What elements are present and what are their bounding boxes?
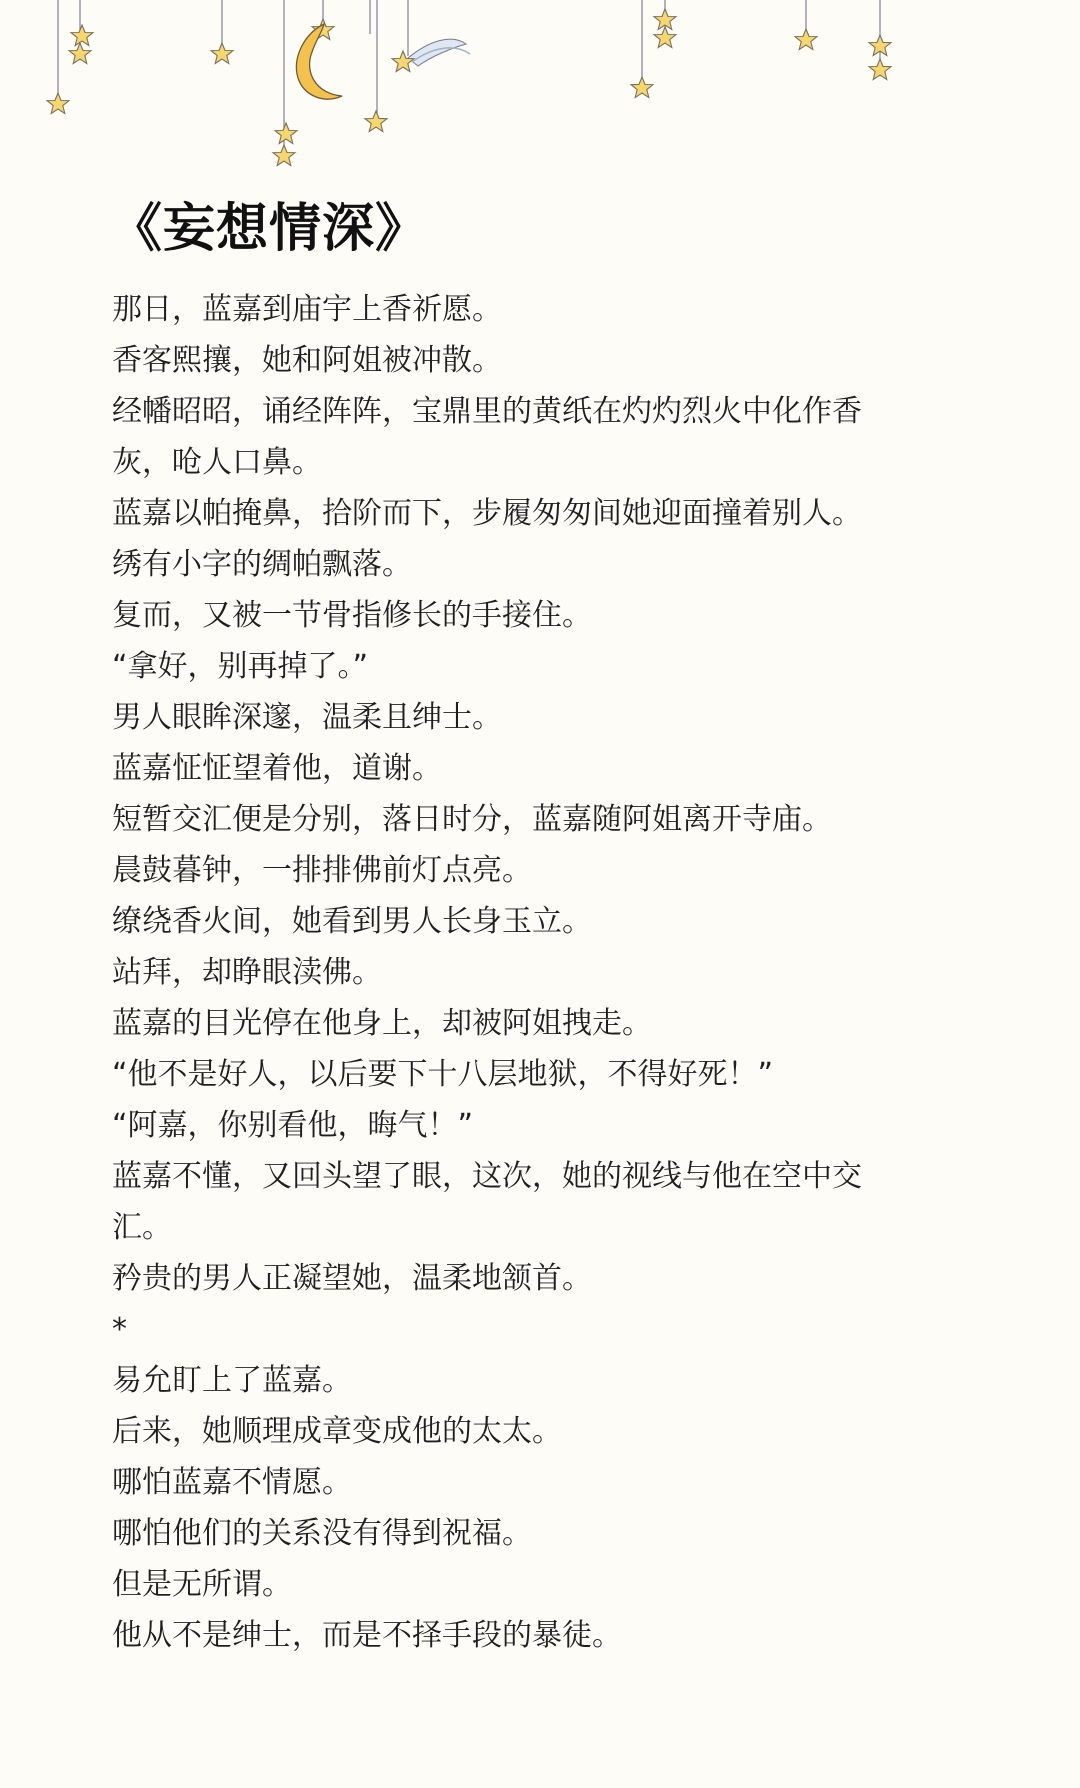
story-line: 汇。: [112, 1210, 172, 1245]
story-line: 缭绕香火间，她看到男人长身玉立。: [112, 904, 592, 939]
story-line: 灰，呛人口鼻。: [112, 445, 322, 480]
story-line: 站拜，却睁眼渎佛。: [112, 955, 382, 990]
hanging-stars-decoration: [0, 0, 1080, 180]
story-line: 那日，蓝嘉到庙宇上香祈愿。: [112, 292, 502, 327]
shooting-star-icon: [392, 39, 470, 71]
star-icon: [47, 9, 891, 166]
story-line: 但是无所谓。: [112, 1567, 292, 1602]
story-line: 复而，又被一节骨指修长的手接住。: [112, 598, 592, 633]
story-line: “阿嘉，你别看他，晦气！”: [112, 1108, 474, 1143]
page-title: 《妄想情深》: [110, 199, 429, 259]
story-line: 后来，她顺理成章变成他的太太。: [112, 1414, 562, 1449]
story-line: 矜贵的男人正凝望她，温柔地颔首。: [112, 1261, 592, 1296]
story-line: 易允盯上了蓝嘉。: [112, 1363, 352, 1398]
story-line: 短暂交汇便是分别，落日时分，蓝嘉随阿姐离开寺庙。: [112, 802, 832, 837]
crescent-moon-icon: [296, 24, 342, 99]
section-separator: *: [112, 1312, 127, 1347]
story-line: 蓝嘉以帕掩鼻，拾阶而下，步履匆匆间她迎面撞着别人。: [112, 496, 862, 531]
story-line: 蓝嘉不懂，又回头望了眼，这次，她的视线与他在空中交: [112, 1159, 862, 1194]
story-line: 蓝嘉怔怔望着他，道谢。: [112, 751, 442, 786]
story-line: 哪怕他们的关系没有得到祝福。: [112, 1516, 532, 1551]
story-line: 男人眼眸深邃，温柔且绅士。: [112, 700, 502, 735]
story-line: 蓝嘉的目光停在他身上，却被阿姐拽走。: [112, 1006, 652, 1041]
story-line: 哪怕蓝嘉不情愿。: [112, 1465, 352, 1500]
story-line: “拿好，别再掉了。”: [112, 649, 369, 684]
story-body: [112, 284, 912, 1661]
story-line: 绣有小字的绸帕飘落。: [112, 547, 412, 582]
story-line: 他从不是绅士，而是不择手段的暴徒。: [112, 1618, 622, 1653]
story-line: “他不是好人，以后要下十八层地狱，不得好死！”: [112, 1057, 774, 1092]
story-line: 香客熙攘，她和阿姐被冲散。: [112, 343, 502, 378]
story-line: 经幡昭昭，诵经阵阵，宝鼎里的黄纸在灼灼烈火中化作香: [112, 394, 862, 429]
story-line: 晨鼓暮钟，一排排佛前灯点亮。: [112, 853, 532, 888]
